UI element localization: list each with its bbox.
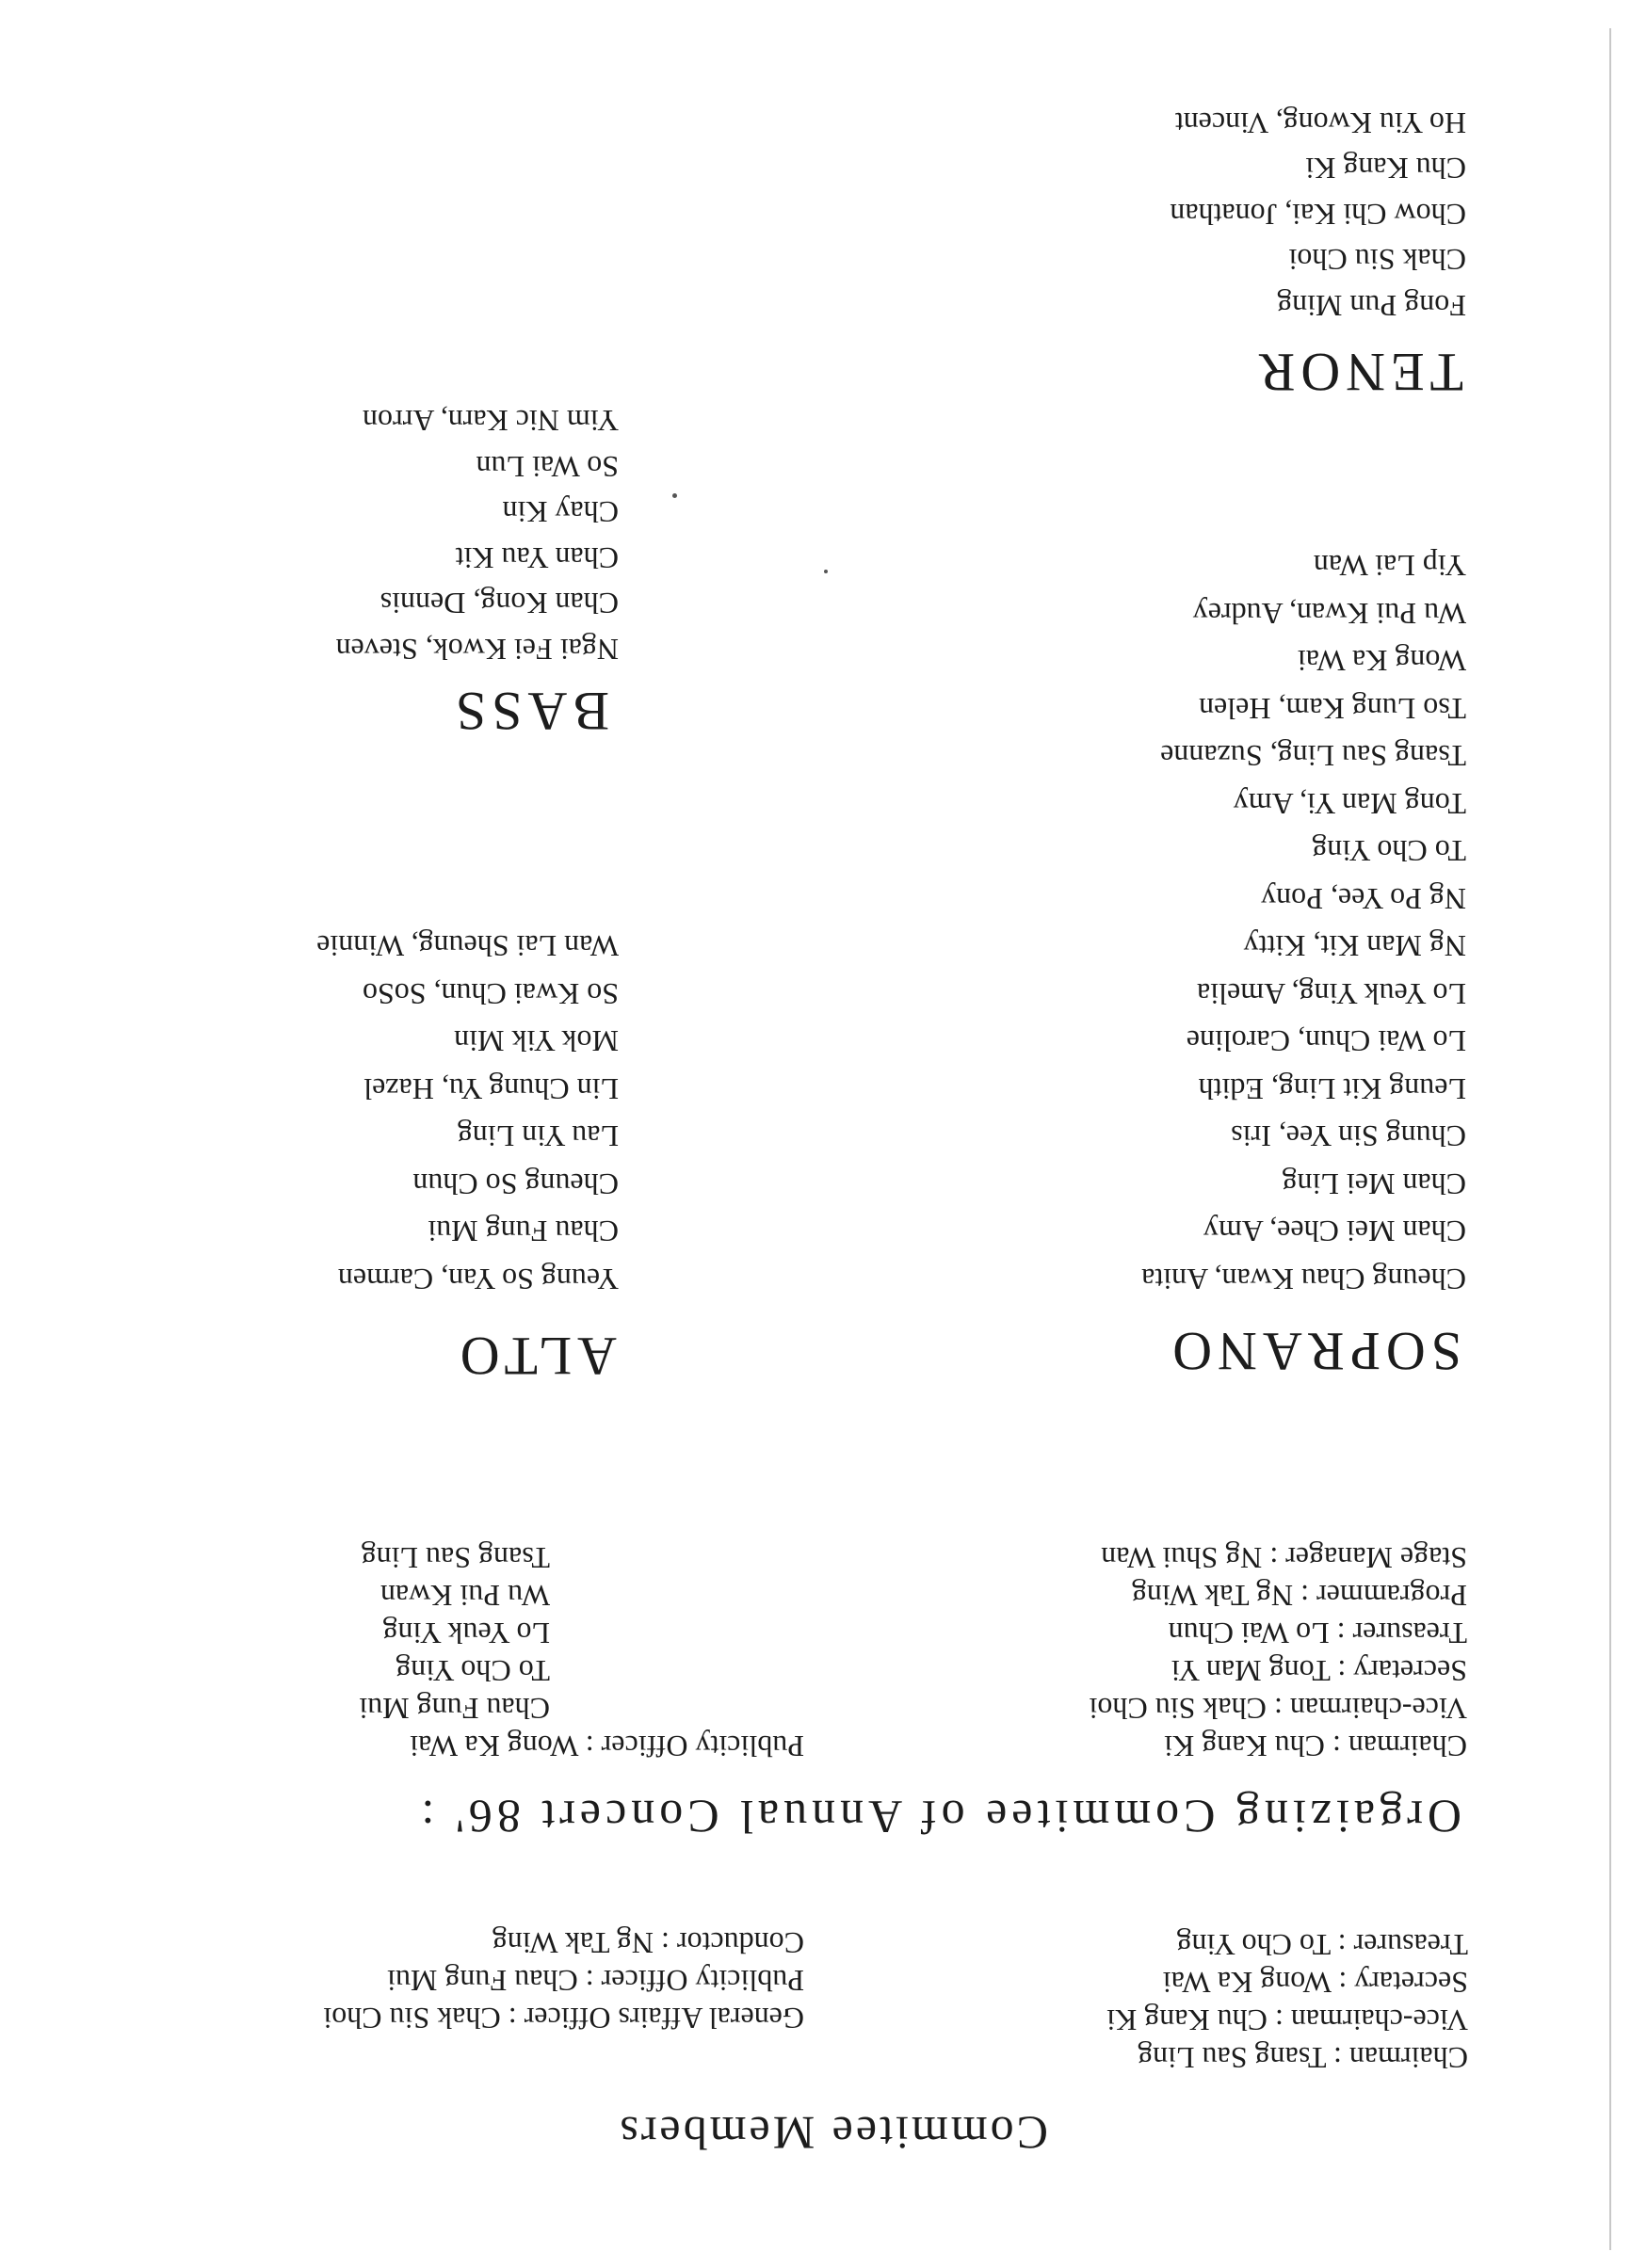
- alto-list: [316, 923, 619, 1303]
- alto-member: Mok Yik Min: [454, 1024, 619, 1059]
- soprano-member: Cheung Chau Kwan, Anita: [1141, 1263, 1466, 1296]
- committee-right-list: [323, 1924, 804, 2037]
- bass-member: Ngai Fei Kwok, Steven: [335, 633, 619, 667]
- alto-heading: ALTO: [454, 1326, 617, 1387]
- bass-member: Chan Kong, Dennis: [379, 587, 619, 621]
- soprano-member: Chung Sin Yee, Iris: [1231, 1119, 1466, 1154]
- bass-member: Chay Kin: [502, 495, 619, 530]
- organizing-left-item: Vice-chairman : Chak Siu Choi: [1089, 1692, 1467, 1726]
- alto-member: Chau Fung Mui: [428, 1214, 619, 1249]
- committee-left-item: Secretary : Wong Ka Wai: [1162, 1966, 1468, 2000]
- committee-right-item: Conductor : Ng Tak Wing: [492, 1926, 804, 1960]
- soprano-member: Ng Man Kit, Kitty: [1243, 929, 1466, 964]
- soprano-member: Yip Lai Wan: [1313, 549, 1466, 584]
- organizing-right-item: Publicity Officer : Wong Ka Wai: [410, 1729, 804, 1763]
- bass-member: Yim Nic Karn, Arron: [363, 404, 619, 439]
- committee-left-item: Chairman : Tsang Sau Ling: [1138, 2041, 1468, 2075]
- soprano-heading: SOPRANO: [1167, 1321, 1461, 1382]
- organizing-right-item: To Cho Ying: [396, 1654, 550, 1688]
- alto-member: Cheung So Chun: [412, 1167, 619, 1201]
- organizing-left-item: Chairman : Chu Kang Ki: [1164, 1729, 1467, 1763]
- soprano-list: [1141, 542, 1466, 1303]
- soprano-member: Tso Lung Kam, Helen: [1199, 692, 1466, 726]
- committee-right-item: General Affairs Officer : Chak Siu Choi: [323, 2002, 804, 2035]
- soprano-member: Wong Ka Wai: [1297, 644, 1466, 679]
- bass-member: Chan Yau Kit: [455, 541, 619, 575]
- soprano-member: Chan Mei Chee, Amy: [1203, 1214, 1466, 1249]
- committee-left-item: Treasurer : To Cho Ying: [1176, 1928, 1468, 1962]
- soprano-member: Leung Kit Ling, Edith: [1198, 1072, 1466, 1106]
- alto-member: Wan Lai Sheung, Winnie: [316, 929, 619, 964]
- organizing-right-list: [359, 1539, 804, 1765]
- tenor-member: Chak Siu Choi: [1288, 243, 1466, 278]
- organizing-left-item: Treasurer : Lo Wai Chun: [1168, 1617, 1467, 1650]
- tenor-member: Chow Chi Kai, Jonathan: [1170, 198, 1466, 232]
- tenor-member: Ho Yiu Kwong, Vincent: [1174, 106, 1466, 140]
- committee-left-list: [1106, 1926, 1468, 2077]
- committee-right-item: Publicity Officer : Chau Fung Mui: [387, 1964, 804, 1998]
- organizing-right-item: Lo Yeuk Ying: [382, 1617, 550, 1650]
- bass-list: [336, 398, 619, 672]
- soprano-member: Tong Man Yi, Amy: [1233, 787, 1466, 821]
- bass-member: So Wai Lun: [476, 450, 619, 484]
- soprano-member: Lo Yeuk Ying, Amelia: [1197, 977, 1466, 1011]
- soprano-member: Lo Wai Chun, Caroline: [1186, 1024, 1466, 1059]
- committee-title: Commitee Members: [617, 2107, 1048, 2160]
- organizing-left-item: Stage Manager : Ng Shui Wan: [1101, 1541, 1467, 1575]
- scan-speck: [824, 570, 828, 573]
- organizing-left-item: Programmer : Ng Tak Wing: [1131, 1579, 1467, 1613]
- tenor-heading: TENOR: [1252, 342, 1463, 403]
- organizing-left-item: Secretary : Tong Man Yi: [1171, 1654, 1467, 1688]
- organizing-right-item: Wu Pui Kwan: [379, 1579, 550, 1613]
- bass-heading: BASS: [449, 681, 609, 742]
- scan-speck: [672, 493, 677, 498]
- organizing-left-list: [1089, 1539, 1467, 1765]
- tenor-member: Chu Kang Ki: [1305, 152, 1466, 186]
- soprano-member: Wu Pui Kwan, Audrey: [1192, 597, 1466, 631]
- alto-member: So Kwai Chun, SoSo: [362, 977, 619, 1011]
- soprano-member: Chan Mei Ling: [1282, 1167, 1466, 1201]
- soprano-member: To Cho Ying: [1312, 834, 1466, 869]
- organizing-right-item: Tsang Sau Ling: [361, 1541, 550, 1575]
- committee-left-item: Vice-chairman : Chu Kang Ki: [1106, 2003, 1468, 2037]
- organizing-right-item: Chau Fung Mui: [359, 1692, 550, 1726]
- soprano-member: Ng Po Yee, Pony: [1261, 882, 1466, 916]
- alto-member: Yeung So Yan, Carmen: [337, 1263, 619, 1296]
- alto-member: Lau Yin Ling: [457, 1119, 619, 1154]
- organizing-title: Orgaizing Commitee of Annual Concert 86' :: [416, 1791, 1461, 1843]
- soprano-member: Tsang Sau Ling, Suzanne: [1160, 739, 1466, 774]
- tenor-member: Fong Pun Ming: [1277, 289, 1466, 323]
- alto-member: Lin Chung Yu, Hazel: [363, 1072, 619, 1106]
- tenor-list: [1170, 101, 1466, 330]
